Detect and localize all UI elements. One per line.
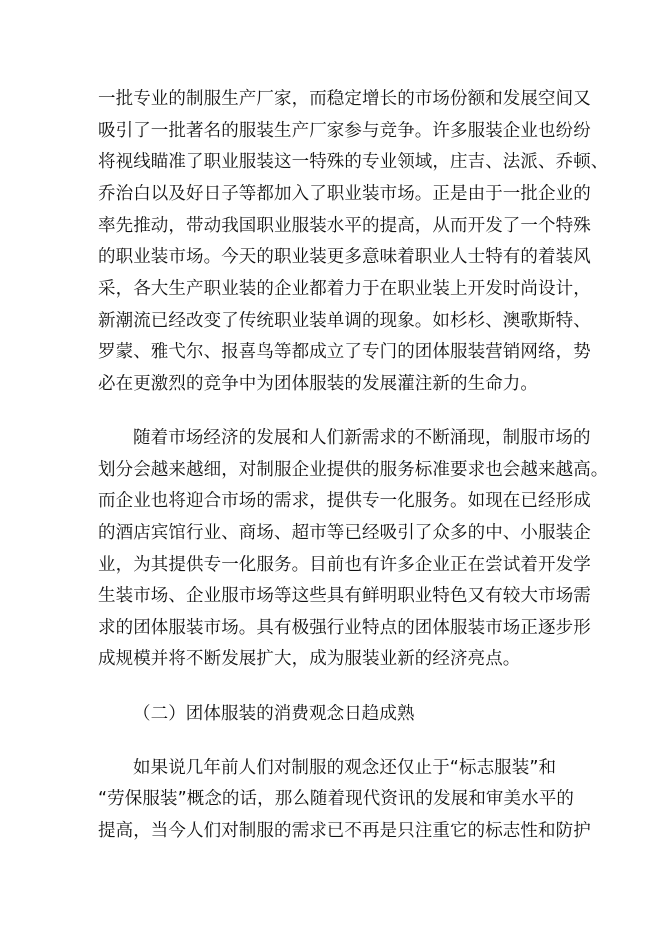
paragraph-2-line-8: 成规模并将不断发展扩大，成为服装业新的经济亮点。: [98, 649, 521, 669]
paragraph-1-line-5: 率先推动，带动我国职业服装水平的提高，从而开发了一个特殊: [98, 216, 591, 236]
paragraph-1-line-4: 乔治白以及好日子等都加入了职业装市场。正是由于一批企业的: [98, 184, 591, 204]
paragraph-1-line-1: 一批专业的制服生产厂家，而稳定增长的市场份额和发展空间又: [98, 89, 591, 109]
paragraph-1-line-3: 将视线瞄准了职业服装这一特殊的专业领域，庄吉、法派、乔顿、: [98, 152, 609, 172]
paragraph-1-line-7: 采，各大生产职业装的企业都着力于在职业装上开发时尚设计，: [98, 279, 591, 299]
paragraph-3-line-3: 提高，当今人们对制服的需求已不再是只注重它的标志性和防护: [98, 821, 591, 841]
paragraph-2-line-7: 求的团体服装市场。具有极强行业特点的团体服装市场正逐步形: [98, 618, 591, 638]
paragraph-2-line-3: 而企业也将迎合市场的需求，提供专一化服务。如现在已经形成: [98, 491, 591, 511]
section-heading: （二）团体服装的消费观念日趋成熟: [133, 704, 415, 724]
paragraph-2-line-4: 的酒店宾馆行业、商场、超市等已经吸引了众多的中、小服装企: [98, 523, 591, 543]
paragraph-2-line-1: 随着市场经济的发展和人们新需求的不断涌现，制服市场的: [133, 428, 591, 448]
paragraph-1-line-10: 必在更激烈的竞争中为团体服装的发展灌注新的生命力。: [98, 374, 538, 394]
paragraph-2-line-2: 划分会越来越细，对制服企业提供的服务标准要求也会越来越高。: [98, 460, 609, 480]
paragraph-2-line-6: 生装市场、企业服市场等这些具有鲜明职业特色又有较大市场需: [98, 586, 591, 606]
paragraph-1-line-8: 新潮流已经改变了传统职业装单调的现象。如杉杉、澳歌斯特、: [98, 311, 591, 331]
paragraph-1-line-6: 的职业装市场。今天的职业装更多意味着职业人士特有的着装风: [98, 247, 591, 267]
paragraph-1-line-9: 罗蒙、雅弋尔、报喜鸟等都成立了专门的团体服装营销网络，势: [98, 342, 591, 362]
paragraph-3-line-2: “劳保服装”概念的话，那么随着现代资讯的发展和审美水平的: [98, 789, 574, 809]
paragraph-2-line-5: 业，为其提供专一化服务。目前也有许多企业正在尝试着开发学: [98, 555, 591, 575]
paragraph-1-line-2: 吸引了一批著名的服装生产厂家参与竞争。许多服装企业也纷纷: [98, 121, 591, 141]
paragraph-3-line-1: 如果说几年前人们对制服的观念还仅止于“标志服装”和: [133, 758, 557, 778]
